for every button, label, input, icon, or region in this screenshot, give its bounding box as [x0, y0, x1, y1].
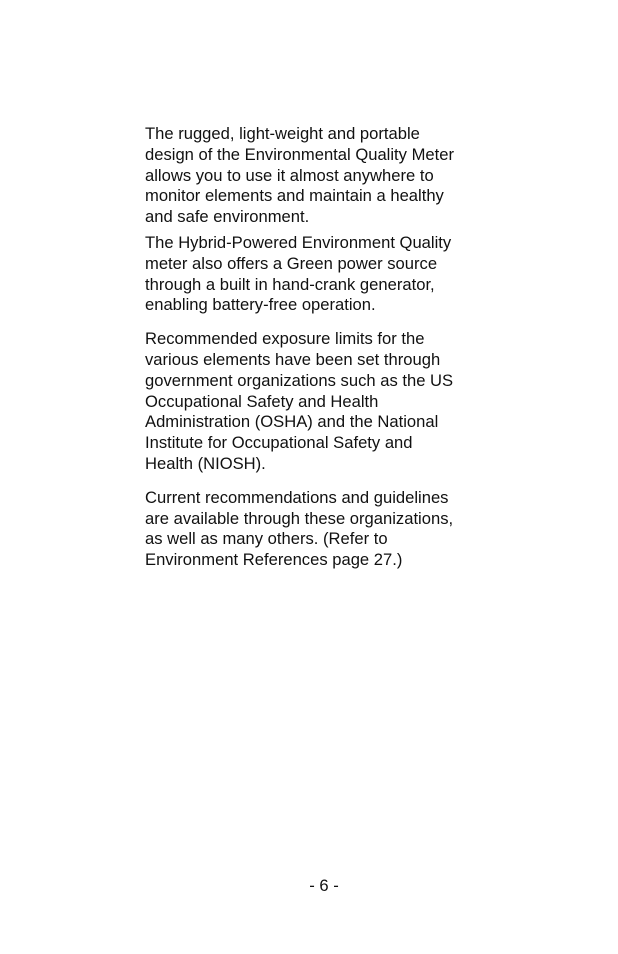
paragraph-exposure-limits: Recommended exposure limits for the various elements have been set through government organizations such as the US Occupational Safety and Health Administration (OSHA) and the National Institute for Occupational Safety and Health (NIOSH).	[145, 329, 454, 473]
page-number: - 6 -	[309, 876, 339, 895]
paragraph-portable-design: The rugged, light-weight and portable design of the Environmental Quality Meter allows you to use it almost anywhere to monitor elements and maintain a healthy and safe environment.	[145, 124, 454, 227]
paragraph-recommendations: Current recommendations and guidelines are available through these organizations, as well as many others. (Refer to Environment References page 27.)	[145, 487, 454, 570]
body-text	[145, 124, 505, 571]
paragraph-hybrid-power: The Hybrid-Powered Environment Quality meter also offers a Green power source through a built in hand-crank generator, enabling battery-free operation.	[145, 232, 452, 315]
